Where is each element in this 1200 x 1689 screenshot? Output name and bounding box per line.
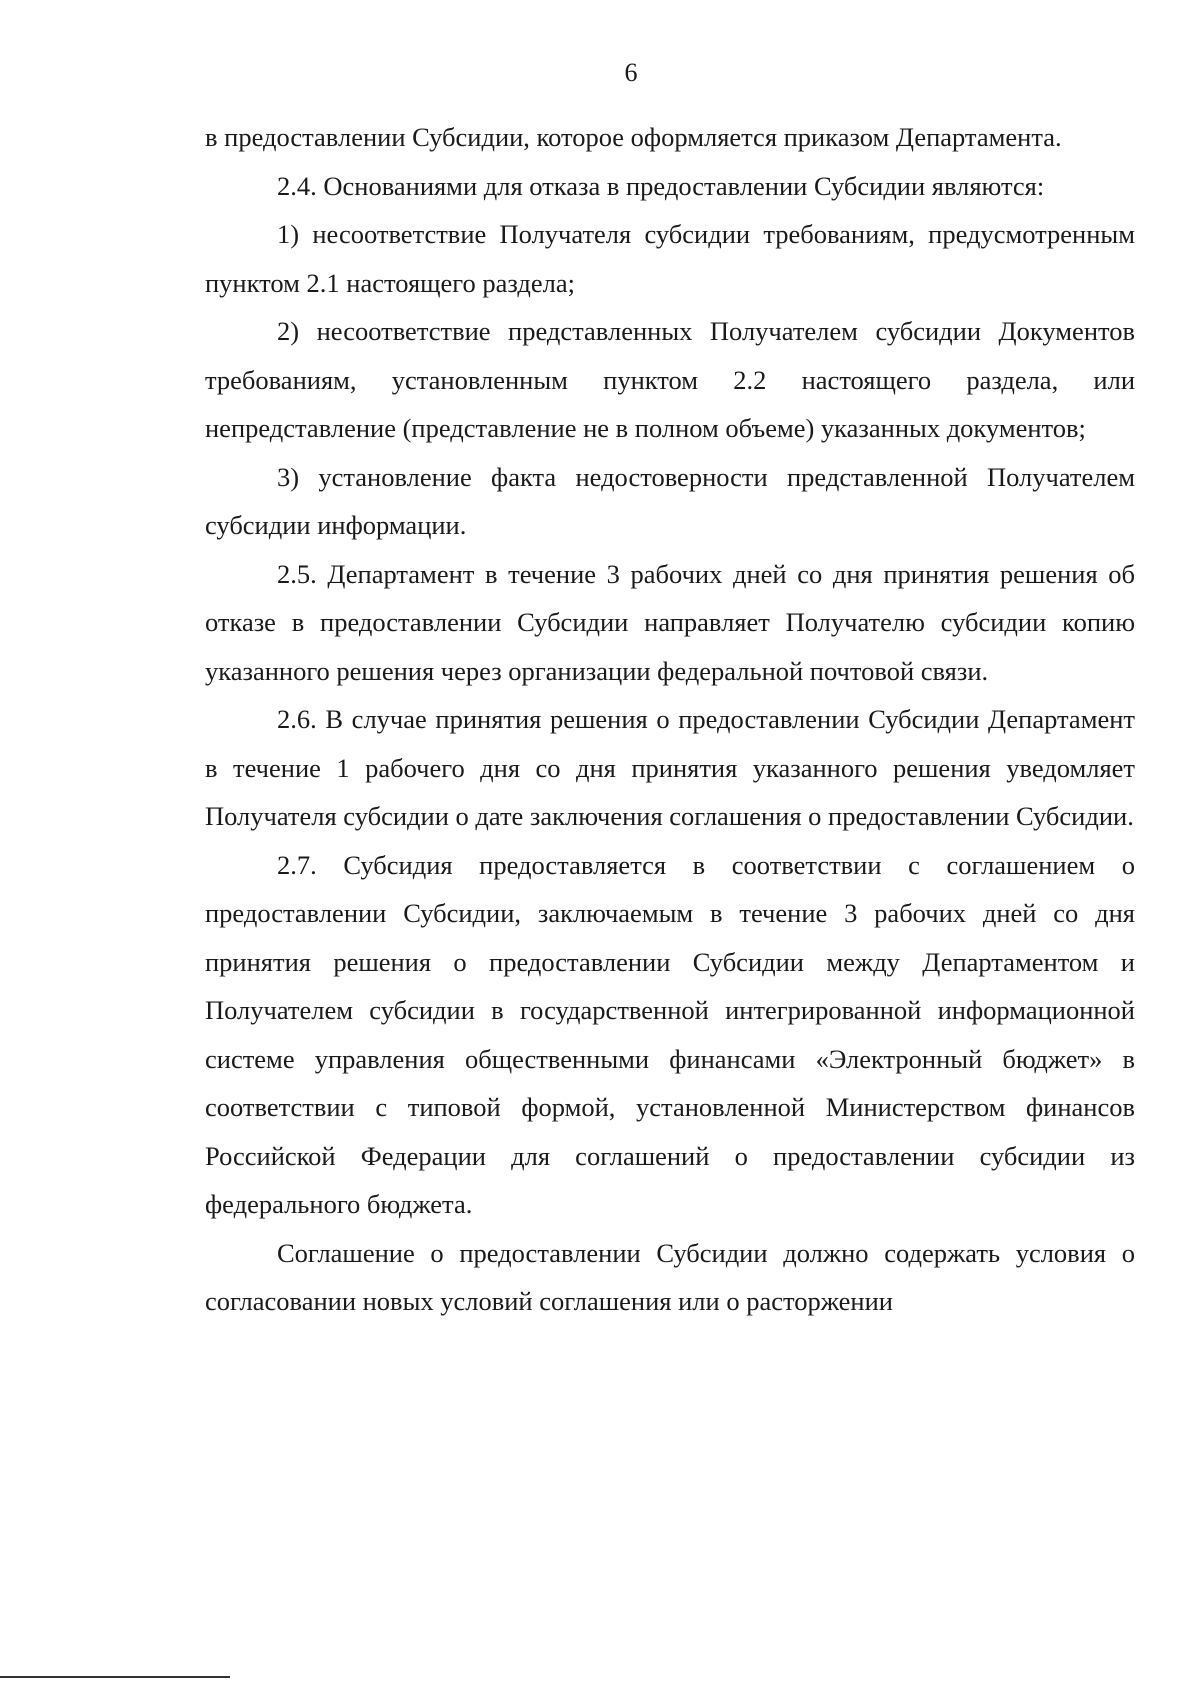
paragraph-continuation: в предоставлении Субсидии, которое оформляется приказом Департамента. [205,122,1062,152]
document-body [205,113,1135,1326]
paragraph-agreement-terms: Соглашение о предоставлении Субсидии должно содержать условия о согласовании новых условий соглашения или о расторжении [205,1237,1135,1316]
footer-rule [0,1676,230,1678]
paragraph-2-4-item-1: 1) несоответствие Получателя субсидии требованиям, предусмотренным пунктом 2.1 настоящего раздела; [205,219,1135,298]
paragraph-2-5: 2.5. Департамент в течение 3 рабочих дней со дня принятия решения об отказе в предоставлении Субсидии направляет Получателю субсидии копию указанного решения через организации федеральной почтовой связи. [205,558,1135,686]
paragraph-2-6: 2.6. В случае принятия решения о предоставлении Субсидии Департамент в течение 1 рабочего дня со дня принятия указанного решения уведомляет Получателя субсидии о дате заключения соглашения о предоставлении Субсидии. [205,704,1135,831]
paragraph-2-4-item-3: 3) установление факта недостоверности представленной Получателем субсидии информации. [205,461,1135,540]
page-number: 6 [624,58,638,87]
paragraph-2-7: 2.7. Субсидия предоставляется в соответствии с соглашением о предоставлении Субсидии, заключаемым в течение 3 рабочих дней со дня принятия решения о предоставлении Субсидии между Департаментом и Получателем субсидии в государственной интегрированной информационной системе управления общественными финансами «Электронный бюджет» в соответствии с типовой формой, установленной Министерством финансов Российской Федерации для соглашений о предоставлении субсидии из федерального бюджета. [205,849,1135,1219]
paragraph-2-4-item-2: 2) несоответствие представленных Получателем субсидии Документов требованиям, установленным пунктом 2.2 настоящего раздела, или непредставление (представление не в полном объеме) указанных документов; [205,316,1135,443]
paragraph-2-4: 2.4. Основаниями для отказа в предоставлении Субсидии являются: [277,170,1045,201]
